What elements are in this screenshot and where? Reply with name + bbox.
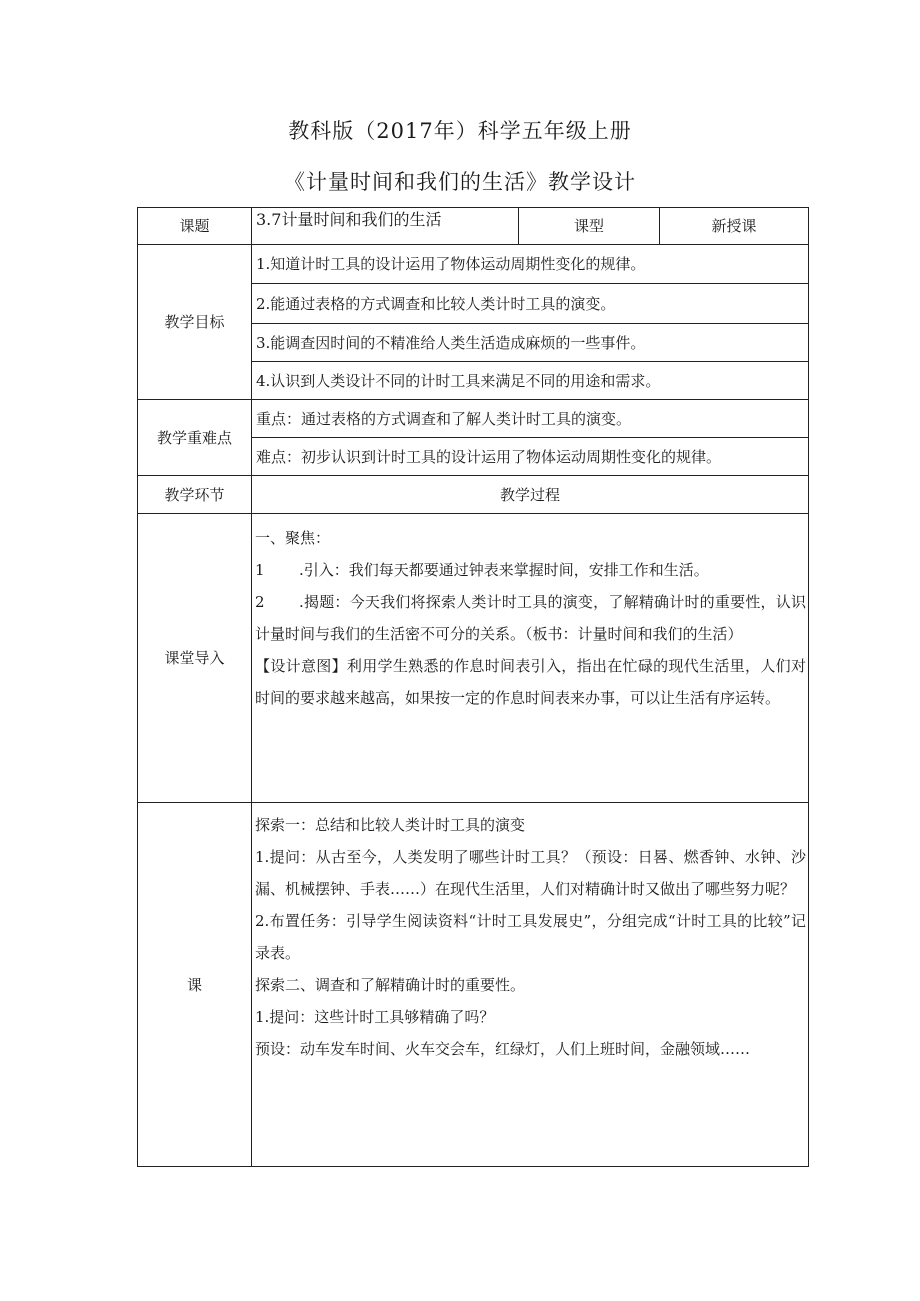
lesson-plan-table [137,207,809,1167]
design-intent: 【设计意图】利用学生熟悉的作息时间表引入，指出在忙碌的现代生活里，人们对时间的要求越来越高，如果按一定的作息时间表来办事，可以让生活有序运转。 [255,657,806,707]
stage-header: 教学环节 [138,476,252,514]
key-points-label: 教学重难点 [138,400,252,476]
intro-heading: 一、聚焦： [255,529,331,547]
intro-item [255,586,806,650]
lesson-content [252,803,809,1167]
key-point-text: 重点：通过表格的方式调查和了解人类计时工具的演变。 [252,400,809,438]
objectives-label: 教学目标 [138,245,252,400]
process-header: 教学过程 [252,476,809,514]
intro-label: 课堂导入 [138,514,252,803]
objective-item: 1.知道计时工具的设计运用了物体运动周期性变化的规律。 [252,245,809,284]
objective-item: 3.能调查因时间的不精准给人类生活造成麻烦的一些事件。 [252,324,809,362]
lesson-paragraph: 探索二、调查和了解精确计时的重要性。 [255,976,526,994]
intro-row [138,514,809,803]
lesson-type-label: 课型 [519,208,660,245]
item-text: .引入：我们每天都要通过钟表来掌握时间，安排工作和生活。 [299,561,709,579]
lesson-type-value: 新授课 [660,208,809,245]
lesson-paragraph: 2.布置任务：引导学生阅读资料“计时工具发展史”，分组完成“计时工具的比较”记录表。 [255,912,806,962]
item-text: .揭题：今天我们将探索人类计时工具的演变，了解精确计时的重要性，认识计量时间与我们的生活密不可分的关系。（板书：计量时间和我们的生活） [255,593,806,643]
difficulty-text: 难点：初步认识到计时工具的设计运用了物体运动周期性变化的规律。 [252,438,809,476]
key-point-row [138,400,809,438]
document-subtitle: 《计量时间和我们的生活》教学设计 [284,170,636,194]
item-number: 2 [255,593,265,611]
lesson-label: 课 [138,803,252,1167]
topic-value: 3.7计量时间和我们的生活 [252,208,519,245]
lesson-paragraph: 探索一：总结和比较人类计时工具的演变 [255,816,526,834]
objective-item: 2.能通过表格的方式调查和比较人类计时工具的演变。 [252,284,809,324]
item-number: 1 [255,561,265,579]
lesson-paragraph: 预设：动车发车时间、火车交会车，红绿灯，人们上班时间，金融领域…… [255,1040,751,1058]
intro-item [255,554,806,586]
objective-row [138,245,809,284]
objective-item: 4.认识到人类设计不同的计时工具来满足不同的用途和需求。 [252,362,809,400]
intro-content [252,514,809,803]
topic-row [138,208,809,245]
document-title: 教科版（2017年）科学五年级上册 [288,119,632,143]
lesson-paragraph: 1.提问：这些计时工具够精确了吗？ [255,1008,495,1026]
process-header-row [138,476,809,514]
topic-label: 课题 [138,208,252,245]
lesson-paragraph: 1.提问：从古至今，人类发明了哪些计时工具？（预设：日晷、燃香钟、水钟、沙漏、机械摆钟、手表……）在现代生活里，人们对精确计时又做出了哪些努力呢？ [255,848,806,898]
lesson-row [138,803,809,1167]
